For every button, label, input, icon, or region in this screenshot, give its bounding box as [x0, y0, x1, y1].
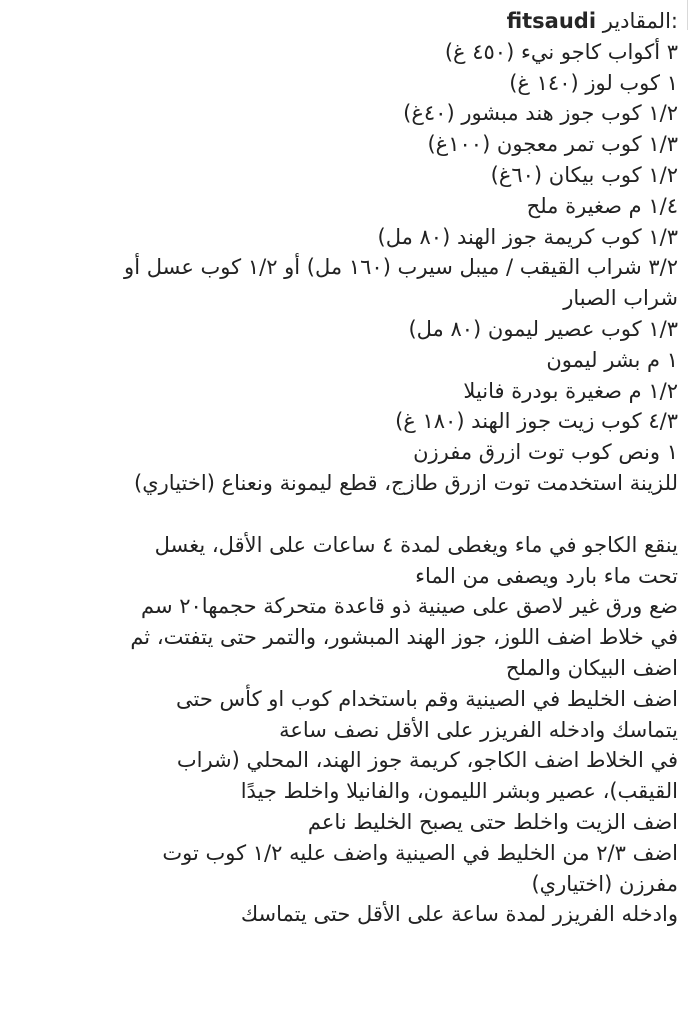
section-spacer [10, 499, 678, 530]
ingredient-line: ١/٢ م صغيرة بودرة فانيلا [463, 378, 678, 403]
step-line: ضع ورق غير لاصق على صينية ذو قاعدة متحركة حجمها٢٠ سم [140, 594, 678, 619]
ingredient-line: ٣/٢ شراب القيقب / ميبل سيرب (١٦٠ مل) أو ١/٢ كوب عسل أو [124, 255, 678, 280]
garnish-line: للزينة استخدمت توت ازرق طازج، قطع ليمونة ونعناع (اختياري) [134, 470, 678, 495]
step-line: القيقب)، عصير وبشر الليمون، والفانيلا واخلط جيدًا [240, 779, 678, 804]
step-line: في خلاط اضف اللوز، جوز الهند المبشور، والتمر حتى يتفتت، ثم [130, 625, 678, 650]
step-line: اضف الخليط في الصينية وقم باستخدام كوب او كأس حتى [176, 686, 678, 711]
step-line: اضف البيكان والملح [505, 655, 678, 680]
ingredient-line: ١/٣ كوب عصير ليمون (٨٠ مل) [408, 316, 678, 341]
ingredient-line: ١ ونص كوب توت ازرق مفرزن [413, 440, 678, 465]
ingredient-line: ١/٤ م صغيرة ملح [526, 193, 678, 218]
username-link[interactable]: fitsaudi [506, 9, 597, 33]
ingredient-line: ١/٢ كوب بيكان (٦٠غ) [490, 162, 678, 187]
ingredient-line: ٣ أكواب كاجو نيء (٤٥٠ غ) [444, 39, 678, 64]
ingredient-line: ١/٣ كوب تمر معجون (١٠٠غ) [427, 132, 678, 157]
ingredient-line: شراب الصبار [563, 286, 678, 311]
step-line: يتماسك وادخله الفريزر على الأقل نصف ساعة [279, 717, 678, 742]
ingredient-line: ٤/٣ كوب زيت جوز الهند (١٨٠ غ) [395, 409, 678, 434]
ingredient-line: ١ كوب لوز (١٤٠ غ) [509, 70, 678, 95]
step-line: اضف ٢/٣ من الخليط في الصينية واضف عليه ١/٢ كوب توت [162, 840, 678, 865]
caption-header [10, 6, 678, 37]
step-line: في الخلاط اضف الكاجو، كريمة جوز الهند، المحلي (شراب [176, 748, 678, 773]
step-line: ينقع الكاجو في ماء ويغطى لمدة ٤ ساعات على الأقل، يغسل [154, 532, 678, 557]
step-line: اضف الزيت واخلط حتى يصبح الخليط ناعم [307, 809, 678, 834]
step-line: تحت ماء بارد ويصفى من الماء [415, 563, 678, 588]
step-line: وادخله الفريزر لمدة ساعة على الأقل حتى يتماسك [240, 902, 678, 927]
ingredient-line: ١/٢ كوب جوز هند مبشور (٤٠غ) [403, 101, 678, 126]
ingredients-title: المقادير: [602, 9, 678, 33]
step-line: مفرزن (اختياري) [531, 871, 678, 896]
ingredient-line: ١ م بشر ليمون [546, 347, 678, 372]
ingredient-line: ١/٣ كوب كريمة جوز الهند (٨٠ مل) [377, 224, 678, 249]
